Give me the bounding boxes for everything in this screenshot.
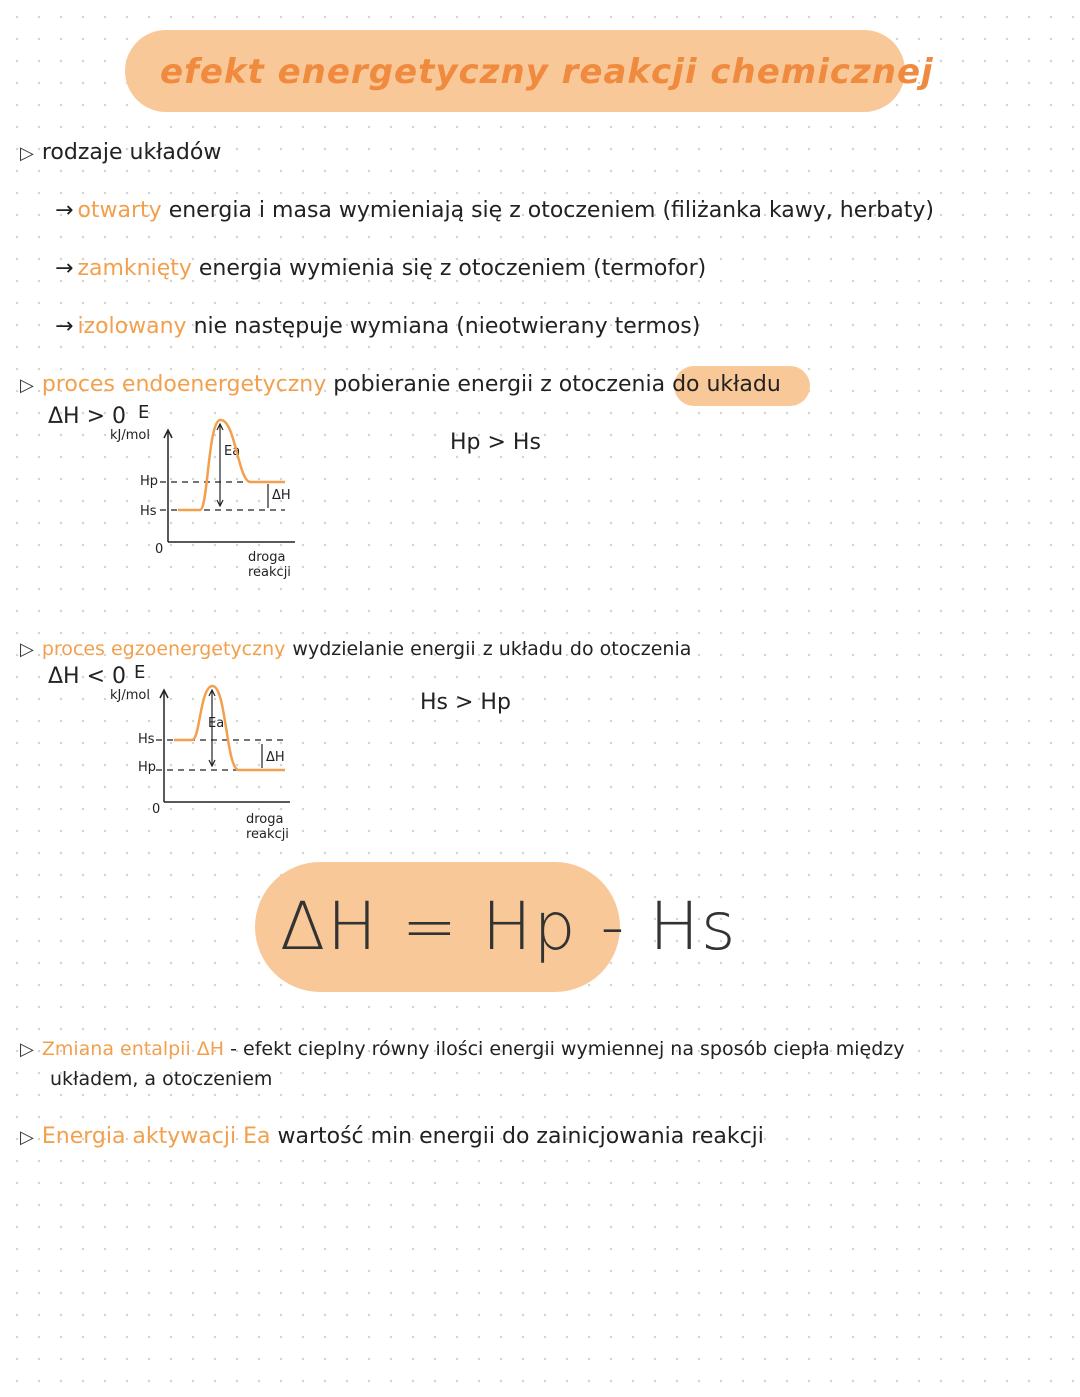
page-title: efekt energetyczny reakcji chemicznej bbox=[160, 52, 934, 92]
endo-energy-curve bbox=[100, 402, 330, 602]
endo-term: proces endoenergetyczny bbox=[41, 372, 327, 397]
y-unit-label: kJ/mol bbox=[110, 428, 150, 443]
arrow-right-icon: → bbox=[55, 198, 74, 223]
endo-desc: pobieranie energii z otoczenia bbox=[333, 372, 666, 397]
ea-label: Ea bbox=[224, 444, 241, 459]
bullet-triangle-icon: ▷ bbox=[20, 1127, 34, 1148]
enthalpy-term: Zmiana entalpii ΔH bbox=[41, 1038, 225, 1060]
lower-level-label: Hs bbox=[140, 504, 157, 519]
bullet-triangle-icon: ▷ bbox=[20, 143, 34, 164]
exo-diagram bbox=[100, 662, 330, 862]
y-axis-label: E bbox=[134, 662, 146, 683]
activation-term: Energia aktywacji Ea bbox=[41, 1124, 271, 1149]
upper-level-label: Hs bbox=[138, 732, 155, 747]
origin-label: 0 bbox=[155, 542, 164, 557]
x-axis-label: droga reakcji bbox=[246, 812, 289, 842]
arrow-right-icon: → bbox=[55, 314, 74, 339]
upper-level-label: Hp bbox=[140, 474, 159, 489]
y-unit-label: kJ/mol bbox=[110, 688, 150, 703]
system-name: zamknięty bbox=[77, 256, 192, 281]
exo-line bbox=[20, 636, 691, 661]
system-name: otwarty bbox=[77, 198, 162, 223]
system-item-closed bbox=[55, 256, 706, 281]
system-name: izolowany bbox=[77, 314, 187, 339]
system-desc: energia wymienia się z otoczeniem (termofor) bbox=[198, 256, 707, 281]
ea-label: Ea bbox=[208, 716, 225, 731]
exo-desc: wydzielanie energii bbox=[292, 638, 476, 660]
enthalpy-desc: - efekt cieplny równy ilości energii wymiennej na sposób ciepła między bbox=[230, 1038, 905, 1060]
exo-relation: Hs > Hp bbox=[420, 690, 511, 715]
x-axis-label: droga reakcji bbox=[248, 550, 291, 580]
lower-level-label: Hp bbox=[138, 760, 157, 775]
activation-desc: wartość min energii do zainicjowania reakcji bbox=[277, 1124, 764, 1149]
bullet-triangle-icon: ▷ bbox=[20, 375, 34, 396]
system-item-open bbox=[55, 198, 934, 223]
dh-label: ΔH bbox=[266, 750, 285, 765]
dh-label: ΔH bbox=[272, 488, 291, 503]
endo-highlight-text: do układu bbox=[672, 372, 781, 397]
systems-heading bbox=[20, 140, 221, 165]
activation-line bbox=[20, 1124, 764, 1149]
enthalpy-line bbox=[20, 1038, 905, 1060]
bullet-triangle-icon: ▷ bbox=[20, 639, 34, 660]
system-item-isolated bbox=[55, 314, 700, 339]
endo-line bbox=[20, 372, 781, 397]
exo-term: proces egzoenergetyczny bbox=[41, 638, 286, 660]
system-desc: nie następuje wymiana (nieotwierany termos) bbox=[193, 314, 701, 339]
arrow-right-icon: → bbox=[55, 256, 74, 281]
enthalpy-formula: ΔH = Hp - Hs bbox=[280, 888, 738, 965]
exo-desc2: do otoczenia bbox=[569, 638, 692, 660]
enthalpy-line2: układem, a otoczeniem bbox=[50, 1068, 273, 1090]
endo-diagram bbox=[100, 402, 330, 602]
exo-energy-curve bbox=[100, 662, 330, 862]
endo-condition: ΔH > 0 bbox=[48, 404, 127, 429]
systems-heading-text: rodzaje układów bbox=[41, 140, 222, 165]
origin-label: 0 bbox=[152, 802, 161, 817]
exo-highlight-text: z układu bbox=[482, 638, 563, 660]
system-desc: energia i masa wymieniają się z otoczeniem (filiżanka kawy, herbaty) bbox=[168, 198, 934, 223]
exo-condition: ΔH < 0 bbox=[48, 664, 127, 689]
y-axis-label: E bbox=[138, 402, 150, 423]
endo-relation: Hp > Hs bbox=[450, 430, 541, 455]
bullet-triangle-icon: ▷ bbox=[20, 1039, 34, 1060]
